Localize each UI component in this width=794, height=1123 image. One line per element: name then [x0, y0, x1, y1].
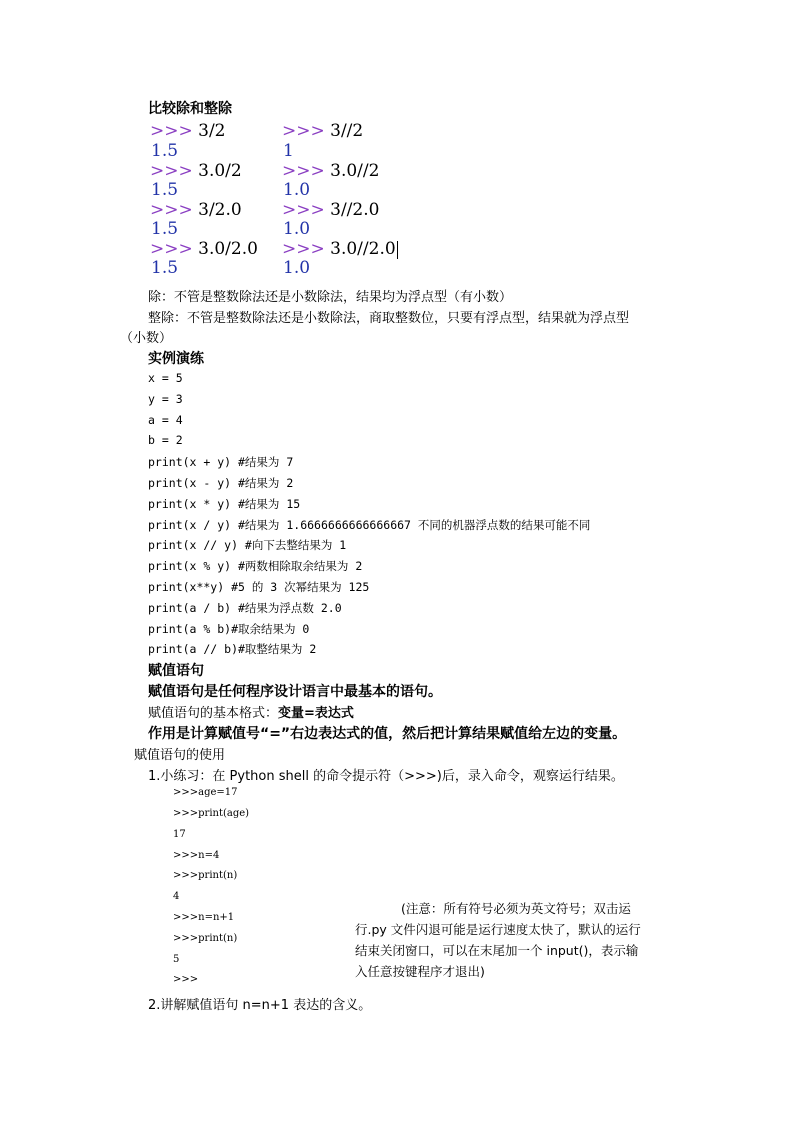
code-line: print(x % y) #两数相除取余结果为 2	[148, 559, 363, 573]
code-line: print(x**y) #5 的 3 次幂结果为 125	[148, 580, 370, 594]
exercise-2: 2.讲解赋值语句 n=n+1 表达的含义。	[148, 998, 372, 1013]
shell-prompt: >>>	[150, 239, 193, 259]
shell-cmd: 3//2	[330, 121, 364, 141]
shell-cmd: 3//2.0	[330, 200, 380, 220]
shell-output: 1.5	[151, 180, 179, 200]
shell-prompt: >>>	[282, 239, 325, 259]
shell-prompt: >>>	[150, 121, 193, 141]
assignment-title: 赋值语句	[148, 663, 204, 679]
shell-practice-line: 4	[173, 891, 180, 902]
shell-cmd: 3.0/2	[198, 161, 242, 181]
note-text	[355, 898, 680, 982]
shell-practice-line: >>>print(n)	[173, 933, 238, 944]
shell-command	[282, 200, 379, 220]
code-line: print(a // b)#取整结果为 2	[148, 642, 317, 656]
shell-cmd: 3.0//2	[330, 161, 380, 181]
assignment-definition: 赋值语句是任何程序设计语言中最基本的语句。	[148, 684, 442, 700]
shell-command	[150, 239, 258, 259]
shell-output: 1.5	[151, 258, 179, 278]
assignment-format-label: 赋值语句的基本格式：	[148, 706, 279, 721]
example-title: 实例演练	[148, 351, 204, 367]
division-explanation: 除：不管是整数除法还是小数除法，结果均为浮点型（有小数）	[148, 290, 513, 305]
text-cursor	[397, 241, 398, 259]
code-line: print(a % b)#取余结果为 0	[148, 622, 310, 636]
code-line: b = 2	[148, 433, 183, 447]
shell-prompt: >>>	[282, 161, 325, 181]
shell-prompt: >>>	[150, 161, 193, 181]
shell-output: 1	[283, 141, 294, 161]
shell-prompt: >>>	[150, 200, 193, 220]
shell-practice-line: >>>print(age)	[173, 808, 250, 819]
shell-output: 1.0	[283, 219, 311, 239]
floor-division-explanation-cont: （小数）	[120, 331, 173, 346]
assignment-effect: 作用是计算赋值号“=”右边表达式的值，然后把计算结果赋值给左边的变量。	[148, 726, 627, 742]
shell-cmd: 3.0/2.0	[198, 239, 258, 259]
shell-command	[282, 239, 398, 259]
shell-output: 1.0	[283, 180, 311, 200]
note-line: 入任意按键程序才退出)	[355, 964, 485, 979]
shell-practice-line: >>>n=n+1	[173, 912, 235, 923]
shell-output: 1.5	[151, 219, 179, 239]
usage-title: 赋值语句的使用	[134, 748, 226, 763]
code-line: print(x // y) #向下去整结果为 1	[148, 538, 347, 552]
note-line: (注意：所有符号必须为英文符号；双击运	[401, 901, 631, 916]
note-line: 行.py 文件闪退可能是运行速度太快了，默认的运行	[355, 922, 641, 937]
shell-prompt: >>>	[282, 121, 325, 141]
exercise-1: 1.小练习：在 Python shell 的命令提示符（>>>)后，录入命令，观察运行结果。	[148, 769, 624, 784]
shell-command	[150, 161, 242, 181]
code-line: print(x * y) #结果为 15	[148, 497, 301, 511]
section-title: 比较除和整除	[148, 101, 232, 117]
shell-practice-line: >>>print(n)	[173, 870, 238, 881]
shell-output: 1.5	[151, 141, 179, 161]
assignment-format-value: 变量=表达式	[278, 706, 354, 721]
shell-command	[282, 161, 379, 181]
code-line: print(x - y) #结果为 2	[148, 476, 294, 490]
shell-cmd: 3.0//2.0	[330, 239, 396, 259]
floor-division-explanation: 整除：不管是整数除法还是小数除法，商取整数位，只要有浮点型，结果就为浮点型	[148, 311, 630, 326]
shell-cmd: 3/2.0	[198, 200, 242, 220]
shell-practice-line: >>>	[173, 974, 199, 985]
code-line: x = 5	[148, 371, 183, 385]
code-line: print(a / b) #结果为浮点数 2.0	[148, 601, 342, 615]
shell-prompt: >>>	[282, 200, 325, 220]
shell-command	[282, 121, 363, 141]
note-line: 结束关闭窗口，可以在末尾加一个 input()，表示输	[355, 943, 639, 958]
code-line: y = 3	[148, 392, 183, 406]
shell-cmd: 3/2	[198, 121, 226, 141]
shell-command	[150, 121, 226, 141]
shell-practice-line: >>>n=4	[173, 850, 220, 861]
shell-practice-line: 17	[173, 829, 186, 840]
assignment-format	[148, 702, 354, 721]
code-line: print(x / y) #结果为 1.6666666666666667 不同的机器浮点数的结果可能不同	[148, 518, 591, 532]
code-line: a = 4	[148, 413, 183, 427]
code-line: print(x + y) #结果为 7	[148, 455, 294, 469]
shell-output: 1.0	[283, 258, 311, 278]
shell-command	[150, 200, 242, 220]
shell-practice-line: >>>age=17	[173, 787, 238, 798]
shell-practice-line: 5	[173, 954, 180, 965]
